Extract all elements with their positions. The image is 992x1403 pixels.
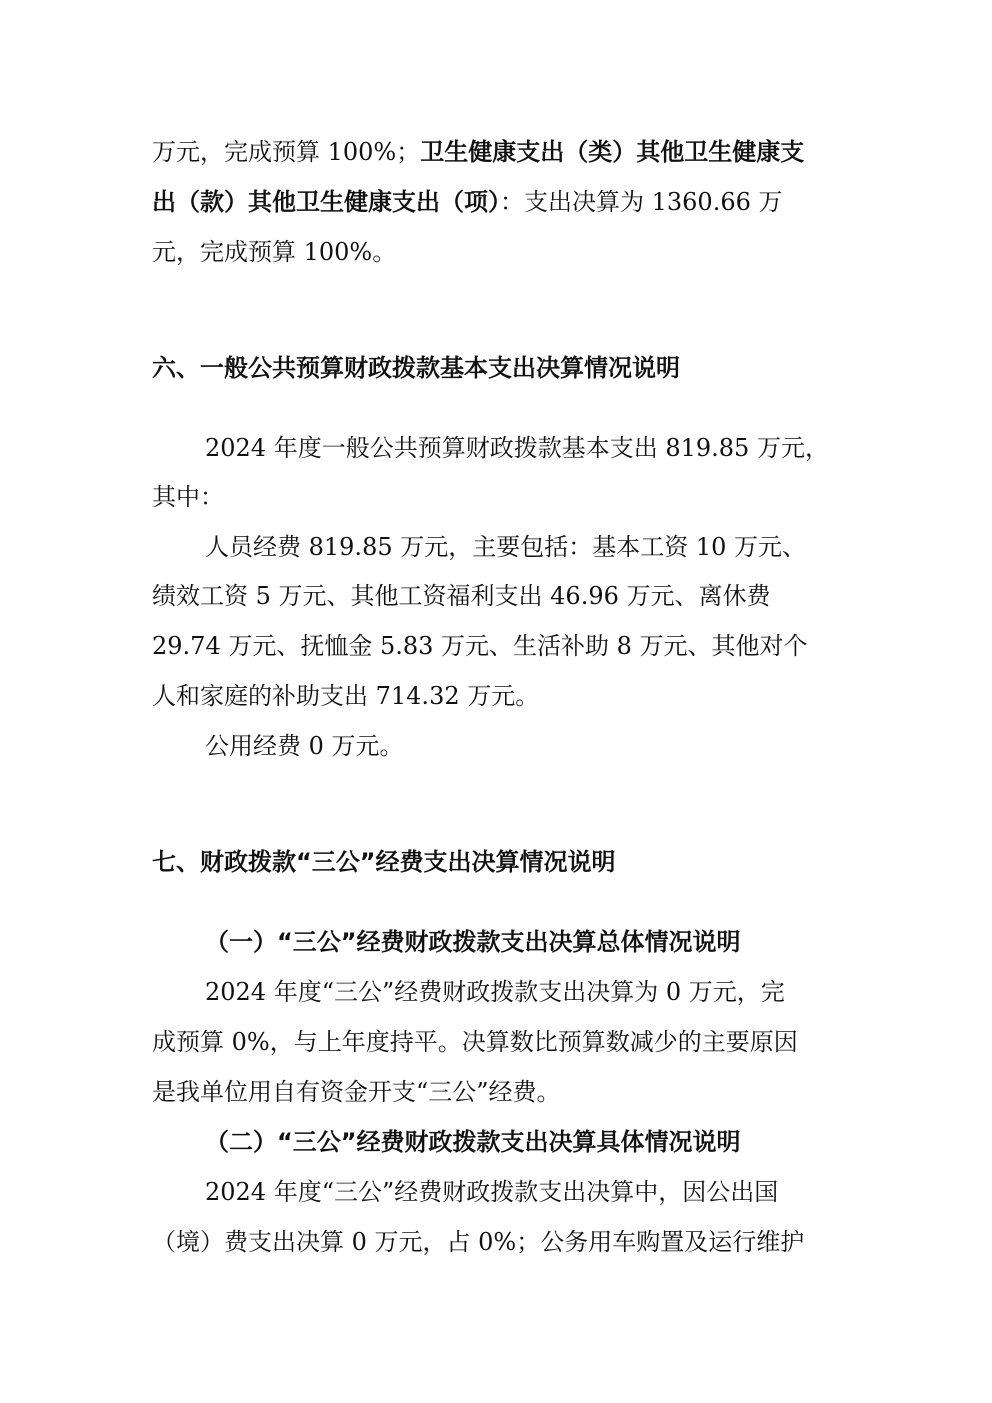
body-text: ：支出决算为 1360.66 万 bbox=[500, 188, 783, 216]
paragraph-line: 绩效工资 5 万元、其他工资福利支出 46.96 万元、离休费 bbox=[152, 582, 771, 610]
bold-item-label: 出（款）其他卫生健康支出（项） bbox=[152, 188, 500, 216]
paragraph-line: 2024 年度“三公”经费财政拨款支出决算中，因公出国 bbox=[205, 1178, 779, 1206]
body-text: 万元，完成预算 100%； bbox=[152, 138, 421, 166]
paragraph-line bbox=[152, 136, 842, 168]
paragraph-line: 其中： bbox=[152, 483, 224, 511]
section-heading: 七、财政拨款“三公”经费支出决算情况说明 bbox=[152, 848, 616, 876]
paragraph-line: 人和家庭的补助支出 714.32 万元。 bbox=[152, 682, 540, 710]
paragraph-line bbox=[152, 186, 842, 218]
paragraph-line: 人员经费 819.85 万元，主要包括：基本工资 10 万元、 bbox=[205, 533, 807, 561]
subsection-heading: （二）“三公”经费财政拨款支出决算具体情况说明 bbox=[205, 1128, 741, 1156]
subsection-heading: （一）“三公”经费财政拨款支出决算总体情况说明 bbox=[205, 928, 741, 956]
paragraph-line: 29.74 万元、抚恤金 5.83 万元、生活补助 8 万元、其他对个 bbox=[152, 632, 808, 660]
bold-item-label: 卫生健康支出（类）其他卫生健康支 bbox=[420, 138, 805, 166]
paragraph-line: 2024 年度“三公”经费财政拨款支出决算为 0 万元，完 bbox=[205, 978, 785, 1006]
section-heading: 六、一般公共预算财政拨款基本支出决算情况说明 bbox=[152, 354, 680, 382]
paragraph-line: 元，完成预算 100%。 bbox=[152, 238, 397, 266]
paragraph-line: 是我单位用自有资金开支“三公”经费。 bbox=[152, 1078, 561, 1106]
paragraph-line: （境）费支出决算 0 万元，占 0%；公务用车购置及运行维护 bbox=[152, 1228, 805, 1256]
paragraph-line: 公用经费 0 万元。 bbox=[205, 732, 404, 760]
paragraph-line: 2024 年度一般公共预算财政拨款基本支出 819.85 万元， bbox=[205, 434, 829, 462]
paragraph-line: 成预算 0%，与上年度持平。决算数比预算数减少的主要原因 bbox=[152, 1028, 798, 1056]
